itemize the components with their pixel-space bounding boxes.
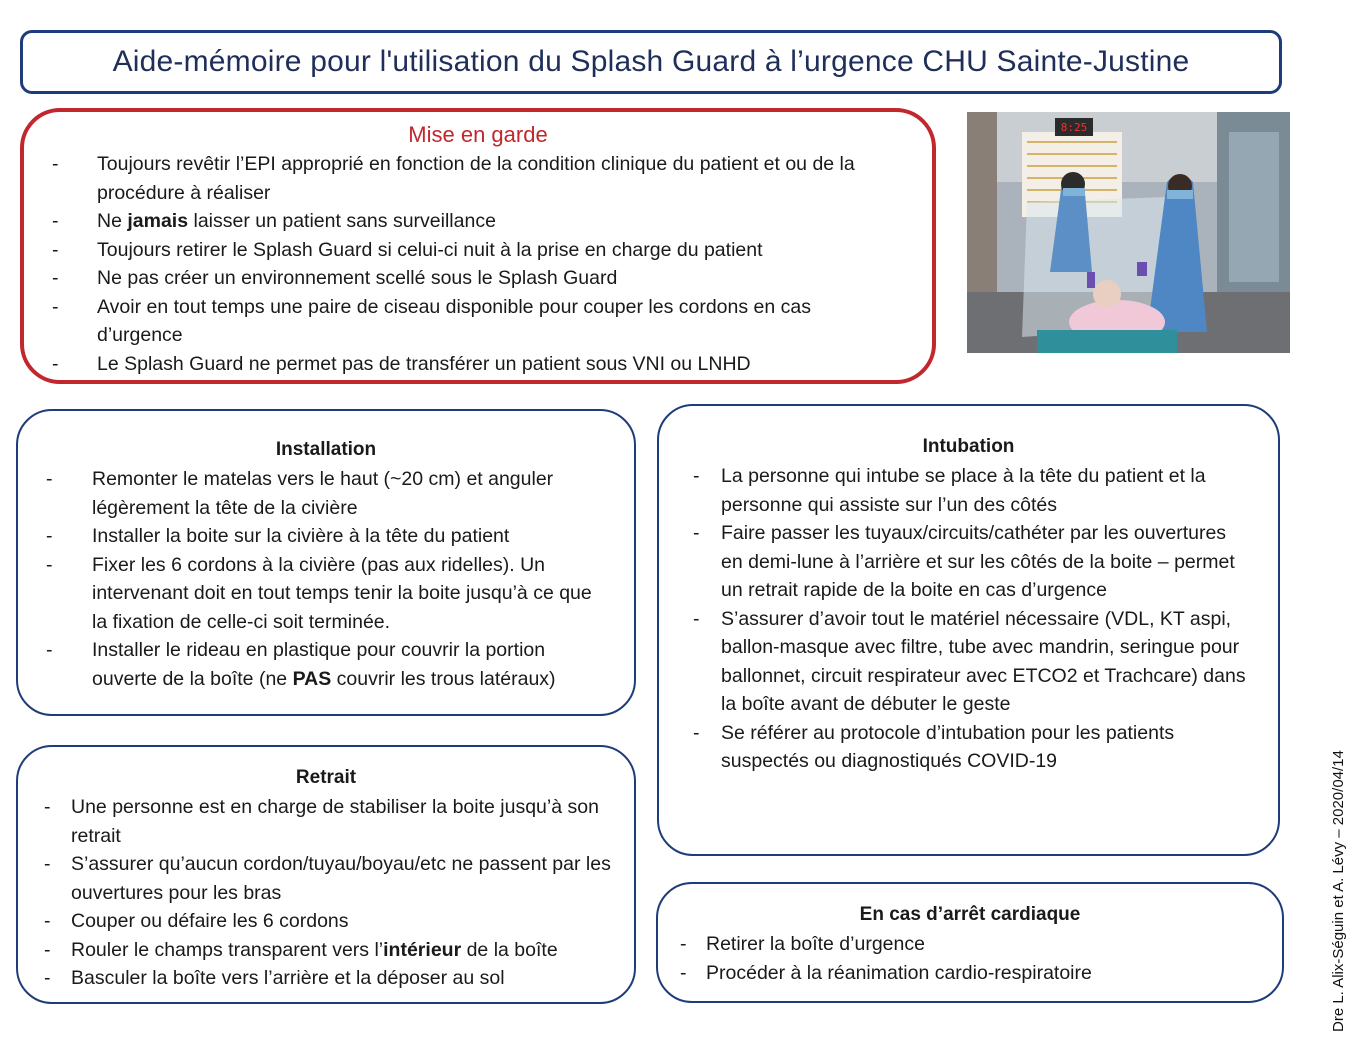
- bullet-dash: -: [693, 721, 700, 744]
- item-text: Le Splash Guard ne permet pas de transférer un patient sous VNI ou LNHD: [97, 352, 751, 375]
- item-text: Avoir en tout temps une paire de ciseau disponible pour couper les cordons en cas d’urgence: [97, 295, 811, 346]
- list-item: [24, 207, 932, 236]
- item-text: S’assurer qu’aucun cordon/tuyau/boyau/etc ne passent par les ouvertures pour les bras: [71, 853, 611, 904]
- list-item: [18, 907, 634, 936]
- photo-illustration: [967, 112, 1290, 353]
- retrait-heading: Retrait: [295, 767, 357, 788]
- item-text: La personne qui intube se place à la tête du patient et la personne qui assiste sur l’un des côtés: [721, 465, 1206, 516]
- item-text: Se référer au protocole d’intubation pour les patients suspectés ou diagnostiqués COVID-19: [721, 721, 1175, 772]
- item-text: Basculer la boîte vers l’arrière et la déposer au sol: [71, 967, 505, 989]
- bullet-dash: -: [52, 267, 59, 289]
- list-item: [659, 462, 1278, 519]
- bullet-dash: -: [680, 933, 687, 955]
- item-text: Toujours retirer le Splash Guard si celui-ci nuit à la prise en charge du patient: [97, 238, 763, 261]
- bullet-dash: -: [52, 238, 59, 261]
- list-item: [18, 964, 634, 993]
- installation-box: [16, 409, 636, 716]
- list-item: [18, 465, 634, 522]
- item-text: Rouler le champs transparent vers l’: [71, 938, 384, 961]
- item-text: Installer le rideau en plastique pour couvrir la portion ouverte de la boîte (ne: [92, 639, 546, 690]
- item-text: Une personne est en charge de stabiliser la boite jusqu’à son retrait: [71, 796, 599, 847]
- bullet-dash: -: [693, 607, 700, 630]
- list-item: [659, 519, 1278, 605]
- bullet-dash: -: [44, 796, 51, 818]
- item-text: Ne pas créer un environnement scellé sous le Splash Guard: [97, 267, 618, 289]
- retrait-list: [18, 793, 634, 993]
- intubation-box: [657, 404, 1280, 856]
- item-text: Couper ou défaire les 6 cordons: [71, 910, 349, 932]
- emphasis-text: PAS: [292, 667, 332, 690]
- retrait-box: [16, 745, 636, 1004]
- list-item: [18, 522, 634, 551]
- bullet-dash: -: [44, 853, 51, 875]
- list-item: [24, 350, 932, 379]
- list-item: [18, 793, 634, 850]
- bullet-dash: -: [44, 967, 51, 989]
- list-item: [658, 930, 1282, 959]
- list-item: [658, 959, 1282, 988]
- wall-clock-display: 8:25: [1060, 121, 1088, 134]
- bullet-dash: -: [52, 295, 59, 318]
- intubation-list: [659, 462, 1278, 776]
- list-item: [24, 264, 932, 293]
- list-item: [24, 293, 932, 350]
- author-credit: Dre L. Alix-Séguin et A. Lévy – 2020/04/14: [1330, 750, 1347, 1032]
- item-text: Toujours revêtir l’EPI approprié en fonction de la condition clinique du patient et ou de la procédure à réaliser: [97, 153, 855, 204]
- item-text: S’assurer d’avoir tout le matériel nécessaire (VDL, KT aspi, ballon-masque avec filtre, tube avec mandrin, seringue pour ballonnet, circuit respirateur avec ETCO2 et Trachcare) dans la boîte avant de débuter le geste: [721, 607, 1246, 715]
- bullet-dash: -: [44, 938, 51, 961]
- bullet-dash: -: [46, 639, 53, 661]
- title-banner: [20, 30, 1282, 94]
- warning-heading: Mise en garde: [408, 122, 548, 147]
- list-item: [18, 636, 634, 693]
- intubation-photo: [967, 112, 1290, 353]
- cardiac-list: [658, 930, 1282, 987]
- list-item: [24, 150, 932, 207]
- bullet-dash: -: [693, 522, 700, 544]
- list-item: [659, 605, 1278, 719]
- list-item: [18, 551, 634, 637]
- item-text: couvrir les trous latéraux): [331, 667, 556, 690]
- bullet-dash: -: [680, 961, 687, 984]
- list-item: [659, 719, 1278, 776]
- bullet-dash: -: [46, 525, 53, 547]
- warning-box: [20, 108, 936, 384]
- bullet-dash: -: [52, 352, 59, 375]
- cardiac-heading: En cas d’arrêt cardiaque: [859, 904, 1081, 925]
- bullet-dash: -: [44, 910, 51, 932]
- bullet-dash: -: [52, 153, 59, 175]
- list-item: [18, 936, 634, 965]
- item-text: Faire passer les tuyaux/circuits/cathéter par les ouvertures en demi-lune à l’arrière et sur les côtés de la boite – permet un retrait rapide de la boite en cas d’urgence: [721, 522, 1235, 601]
- list-item: [24, 236, 932, 265]
- item-text: Remonter le matelas vers le haut (~20 cm) et anguler légèrement la tête de la civière: [92, 468, 554, 519]
- item-text: Installer la boite sur la civière à la tête du patient: [92, 525, 510, 547]
- warning-list: [24, 150, 932, 378]
- item-text: laisser un patient sans surveillance: [188, 210, 496, 232]
- bullet-dash: -: [52, 210, 59, 232]
- installation-heading: Installation: [275, 439, 377, 460]
- item-text: Fixer les 6 cordons à la civière (pas aux ridelles). Un intervenant doit en tout temps tenir la boite jusqu’à ce que la fixation de celle-ci soit terminée.: [92, 553, 592, 633]
- emphasis-text: intérieur: [383, 938, 462, 961]
- list-item: [18, 850, 634, 907]
- bullet-dash: -: [693, 465, 700, 487]
- bullet-dash: -: [46, 553, 53, 576]
- item-text: Retirer la boîte d’urgence: [706, 933, 925, 955]
- cardiac-arrest-box: [656, 882, 1284, 1003]
- bullet-dash: -: [46, 468, 53, 490]
- page-title: Aide-mémoire pour l'utilisation du Splash Guard à l’urgence CHU Sainte-Justine: [112, 45, 1190, 78]
- installation-list: [18, 465, 634, 693]
- item-text: Procéder à la réanimation cardio-respiratoire: [706, 961, 1092, 984]
- item-text: Ne: [97, 210, 128, 232]
- emphasis-text: jamais: [127, 210, 189, 232]
- intubation-heading: Intubation: [922, 436, 1015, 457]
- item-text: de la boîte: [461, 938, 558, 961]
